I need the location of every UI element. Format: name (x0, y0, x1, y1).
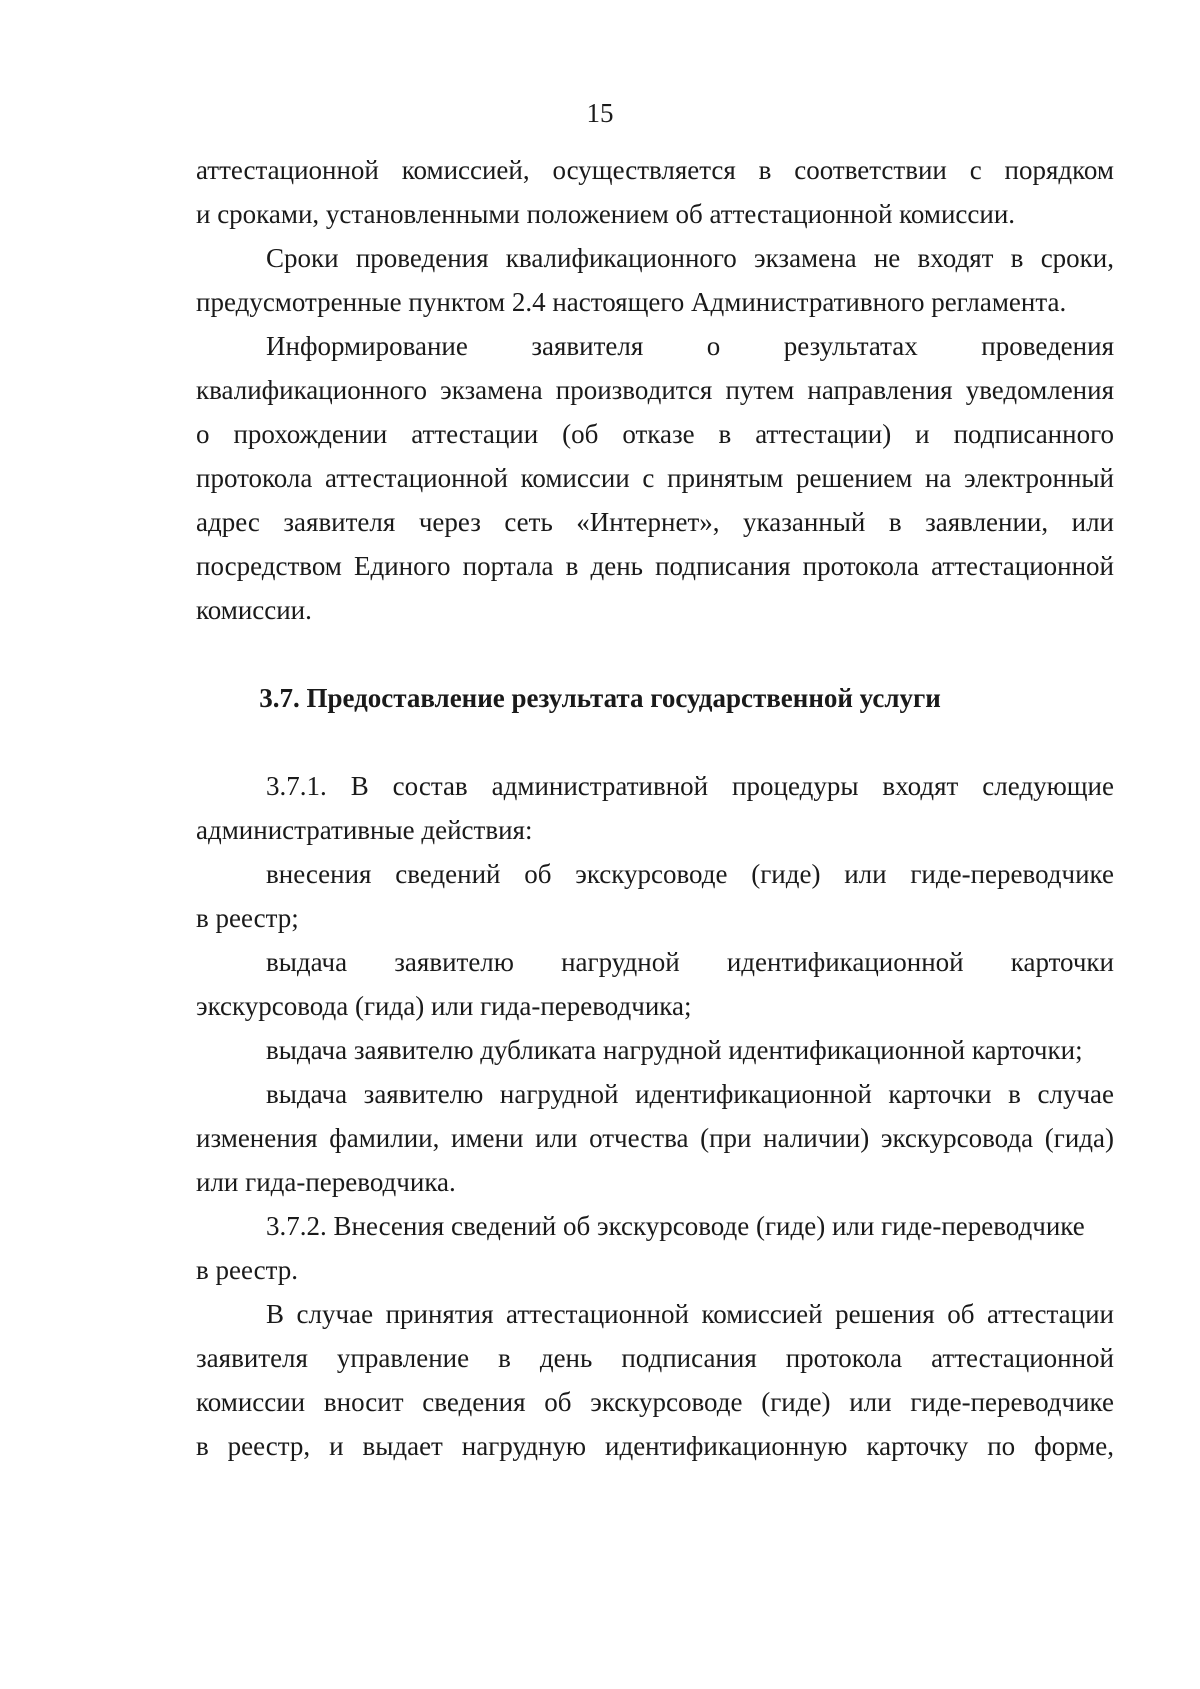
text-line: Сроки проведения квалификационного экзамена не входят в сроки, (266, 243, 1114, 273)
text-line: комиссии вносит сведения об экскурсоводе (гиде) или гиде-переводчике (196, 1387, 1114, 1417)
text-line: выдача заявителю дубликата нагрудной идентификационной карточки; (266, 1035, 1083, 1065)
text-line: в реестр; (196, 903, 299, 933)
text-line: аттестационной комиссией, осуществляется в соответствии с порядком (196, 155, 1114, 185)
text-line: протокола аттестационной комиссии с принятым решением на электронный (196, 463, 1114, 493)
text-line: в реестр. (196, 1255, 299, 1285)
text-line: 3.7.1. В состав административной процедуры входят следующие (266, 771, 1114, 801)
text-line: 3.7.2. Внесения сведений об экскурсоводе (гиде) или гиде-переводчике (266, 1211, 1085, 1241)
text-line: комиссии. (196, 595, 312, 625)
text-line: административные действия: (196, 815, 533, 845)
text-line: и сроками, установленными положением об аттестационной комиссии. (196, 199, 1016, 229)
page-number: 15 (586, 98, 614, 128)
text-line: посредством Единого портала в день подписания протокола аттестационной (196, 551, 1114, 581)
text-line: в реестр, и выдает нагрудную идентификационную карточку по форме, (196, 1431, 1114, 1461)
text-line: внесения сведений об экскурсоводе (гиде) или гиде-переводчике (266, 859, 1114, 889)
text-line: предусмотренные пунктом 2.4 настоящего Административного регламента. (196, 287, 1067, 317)
text-line: В случае принятия аттестационной комиссией решения об аттестации (266, 1299, 1114, 1329)
text-line: квалификационного экзамена производится путем направления уведомления (196, 375, 1114, 405)
text-line: выдача заявителю нагрудной идентификационной карточки в случае (266, 1079, 1114, 1109)
text-line: Информирование заявителя о результатах проведения (266, 331, 1114, 361)
text-line: выдача заявителю нагрудной идентификационной карточки (266, 947, 1114, 977)
text-line: или гида-переводчика. (196, 1167, 456, 1197)
text-line: заявителя управление в день подписания протокола аттестационной (196, 1343, 1114, 1373)
text-line: о прохождении аттестации (об отказе в аттестации) и подписанного (196, 419, 1114, 449)
text-line: адрес заявителя через сеть «Интернет», указанный в заявлении, или (196, 507, 1114, 537)
section-heading: 3.7. Предоставление результата государственной услуги (259, 683, 941, 713)
text-line: экскурсовода (гида) или гида-переводчика; (196, 991, 692, 1021)
text-line: изменения фамилии, имени или отчества (при наличии) экскурсовода (гида) (196, 1123, 1114, 1153)
